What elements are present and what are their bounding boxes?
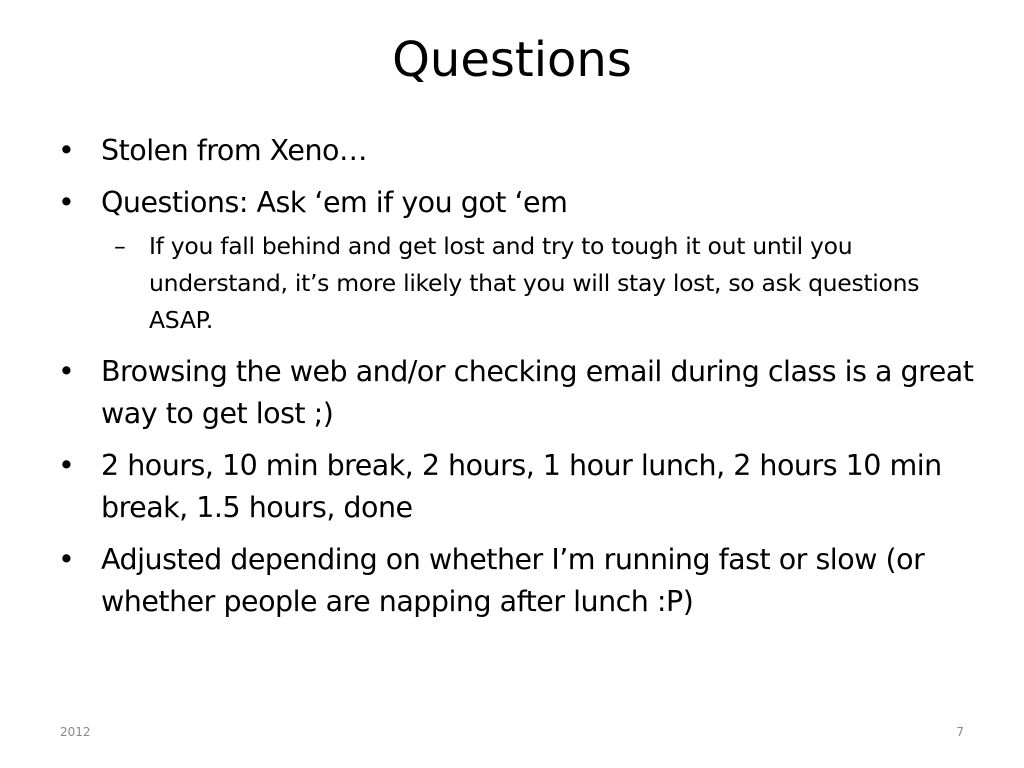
bullet-text: 2 hours, 10 min break, 2 hours, 1 hour lunch, 2 hours 10 min break, 1.5 hours, done (101, 449, 942, 524)
bullet-marker: • (58, 543, 75, 576)
dash-marker: – (114, 232, 126, 260)
bullet-text: Adjusted depending on whether I’m running fast or slow (or whether people are napping after lunch :P) (101, 543, 925, 618)
sub-bullet-text: If you fall behind and get lost and try to tough it out until you understand, it’s more likely that you will stay lost, so ask questions ASAP. (149, 232, 920, 334)
bullet-text: Stolen from Xeno… (101, 134, 367, 167)
bullet-item (56, 182, 976, 224)
bullet-marker: • (58, 134, 75, 167)
bullet-item (56, 351, 976, 435)
slide-title: Questions (392, 32, 632, 88)
bullet-marker: • (58, 186, 75, 219)
bullet-text: Browsing the web and/or checking email during class is a great way to get lost ;) (101, 355, 974, 430)
page-number: 7 (956, 725, 964, 739)
slide-body (56, 130, 976, 633)
bullet-item (56, 445, 976, 529)
bullet-text: Questions: Ask ‘em if you got ‘em (101, 186, 568, 219)
footer-date: 2012 (60, 725, 91, 739)
bullet-item (56, 539, 976, 623)
bullet-item (56, 130, 976, 172)
bullet-marker: • (58, 449, 75, 482)
sub-bullet-item (114, 228, 976, 339)
bullet-marker: • (58, 355, 75, 388)
